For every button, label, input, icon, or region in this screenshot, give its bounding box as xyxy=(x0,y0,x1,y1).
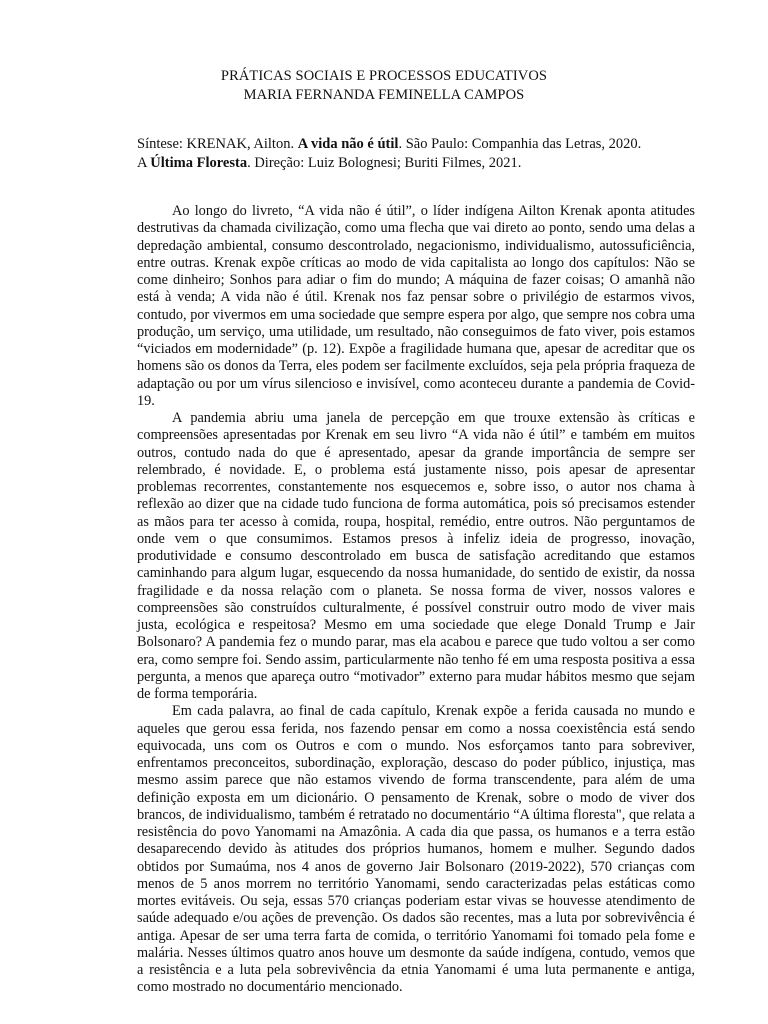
film-reference-prefix: A xyxy=(137,155,151,171)
synthesis-reference xyxy=(137,135,697,173)
book-reference xyxy=(137,135,697,154)
paragraph-2: A pandemia abriu uma janela de percepção em que trouxe extensão às críticas e compreensões apresentadas por Krenak em seu livro “A vida não é útil” e também em muitos outros, contudo nada do que é apresentado, apesar da grande importância de sempre ser relembrado, é novidade. E, o problema está justamente nisso, pois apesar de apresentar problemas recorrentes, constantemente nos esquecemos e, sobre isso, o autor nos chama à reflexão ao dizer que na cidade tudo funciona de forma automática, pois só precisamos estender as mãos para ter acesso à comida, roupa, hospital, remédio, entre outros. Não perguntamos de onde vem o que consumimos. Estamos presos à infeliz ideia de progresso, inovação, produtividade e consumo descontrolado em busca de satisfação acreditando que estamos caminhando para algum lugar, esquecendo da nossa humanidade, do sentido de existir, da nossa fragilidade e da nossa relação com o planeta. Se nossa forma de viver, nossos valores e compreensões são construídos culturalmente, é possível construir outro modo de viver mais justa, ecológica e respeitosa? Mesmo em uma sociedade que elege Donald Trump e Jair Bolsonaro? A pandemia fez o mundo parar, mas ela acabou e parece que tudo voltou a ser como era, como sempre foi. Sendo assim, particularmente não tenho fé em uma resposta positiva a essa pergunta, a menos que apareça outro “motivador” externo para mudar hábitos mesmo que sejam de forma temporária. xyxy=(137,410,695,702)
course-title: PRÁTICAS SOCIAIS E PROCESSOS EDUCATIVOS xyxy=(220,68,548,84)
film-title: Última Floresta xyxy=(150,155,248,171)
book-reference-suffix: . São Paulo: Companhia das Letras, 2020. xyxy=(398,136,642,152)
paragraph-3: Em cada palavra, ao final de cada capítulo, Krenak expõe a ferida causada no mundo e aqueles que gerou essa ferida, nos fazendo pensar em como a nossa coexistência está sendo equivocada, uns com os Outros e com o mundo. Nos esforçamos tanto para sobreviver, enfrentamos preconceitos, subordinação, exploração, descaso do poder público, injustiça, mas mesmo assim parece que não estamos vivendo de forma transcendente, para além de uma definição exposta em um dicionário. O pensamento de Krenak, sobre o modo de viver dos brancos, de individualismo, também é retratado no documentário “A última floresta", que relata a resistência do povo Yanomami na Amazônia. A cada dia que passa, os humanos e a terra estão desaparecendo devido às atitudes dos próprios humanos, homem e mulher. Segundo dados obtidos por Sumaúma, nos 4 anos de governo Jair Bolsonaro (2019-2022), 570 crianças com menos de 5 anos morrem no território Yanomami, sendo caracterizadas pelas estáticas como mortes evitáveis. Ou seja, essas 570 crianças poderiam estar vivas se houvesse atendimento de saúde adequado e/ou ações de prevenção. Os dados são recentes, mas a luta por sobrevivência é antiga. Apesar de ser uma terra farta de comida, o território Yanomami foi tomado pela fome e malária. Nesses últimos quatro anos houve um desmonte da saúde indígena, contudo, vemos que a resistência e a luta pela sobrevivência da etnia Yanomami é uma luta permanente e antiga, como mostrado no documentário mencionado. xyxy=(137,703,695,996)
paragraph-1: Ao longo do livreto, “A vida não é útil”, o líder indígena Ailton Krenak aponta atitudes destrutivas da chamada civilização, como uma flecha que vai direto ao ponto, sendo uma delas a depredação ambiental, consumo descontrolado, negacionismo, individualismo, autossuficiência, entre outras. Krenak expõe críticas ao modo de vida capitalista ao longo dos capítulos: Não se come dinheiro; Sonhos para adiar o fim do mundo; A máquina de fazer coisas; O amanhã não está à venda; A vida não é útil. Krenak nos faz pensar sobre o privilégio de estarmos vivos, contudo, por vivermos em uma sociedade que sempre espera por algo, que sempre nos cobra uma produção, um serviço, uma utilidade, um resultado, não conseguimos de fato viver, pois estamos “viciados em modernidade” (p. 12). Expõe a fragilidade humana que, apesar de acreditar que os homens são os donos da Terra, eles podem ser facilmente excluídos, seja pela própria fraqueza de adaptação ou por um vírus silencioso e invisível, como aconteceu durante a pandemia de Covid-19. xyxy=(137,203,695,409)
document-header xyxy=(0,67,768,105)
book-reference-prefix: Síntese: KRENAK, Ailton. xyxy=(137,136,298,152)
body-text xyxy=(137,203,695,997)
film-reference-suffix: . Direção: Luiz Bolognesi; Buriti Filmes, 2021. xyxy=(247,155,522,171)
author-name: MARIA FERNANDA FEMINELLA CAMPOS xyxy=(243,87,525,103)
book-title: A vida não é útil xyxy=(297,136,399,152)
film-reference xyxy=(137,154,697,173)
